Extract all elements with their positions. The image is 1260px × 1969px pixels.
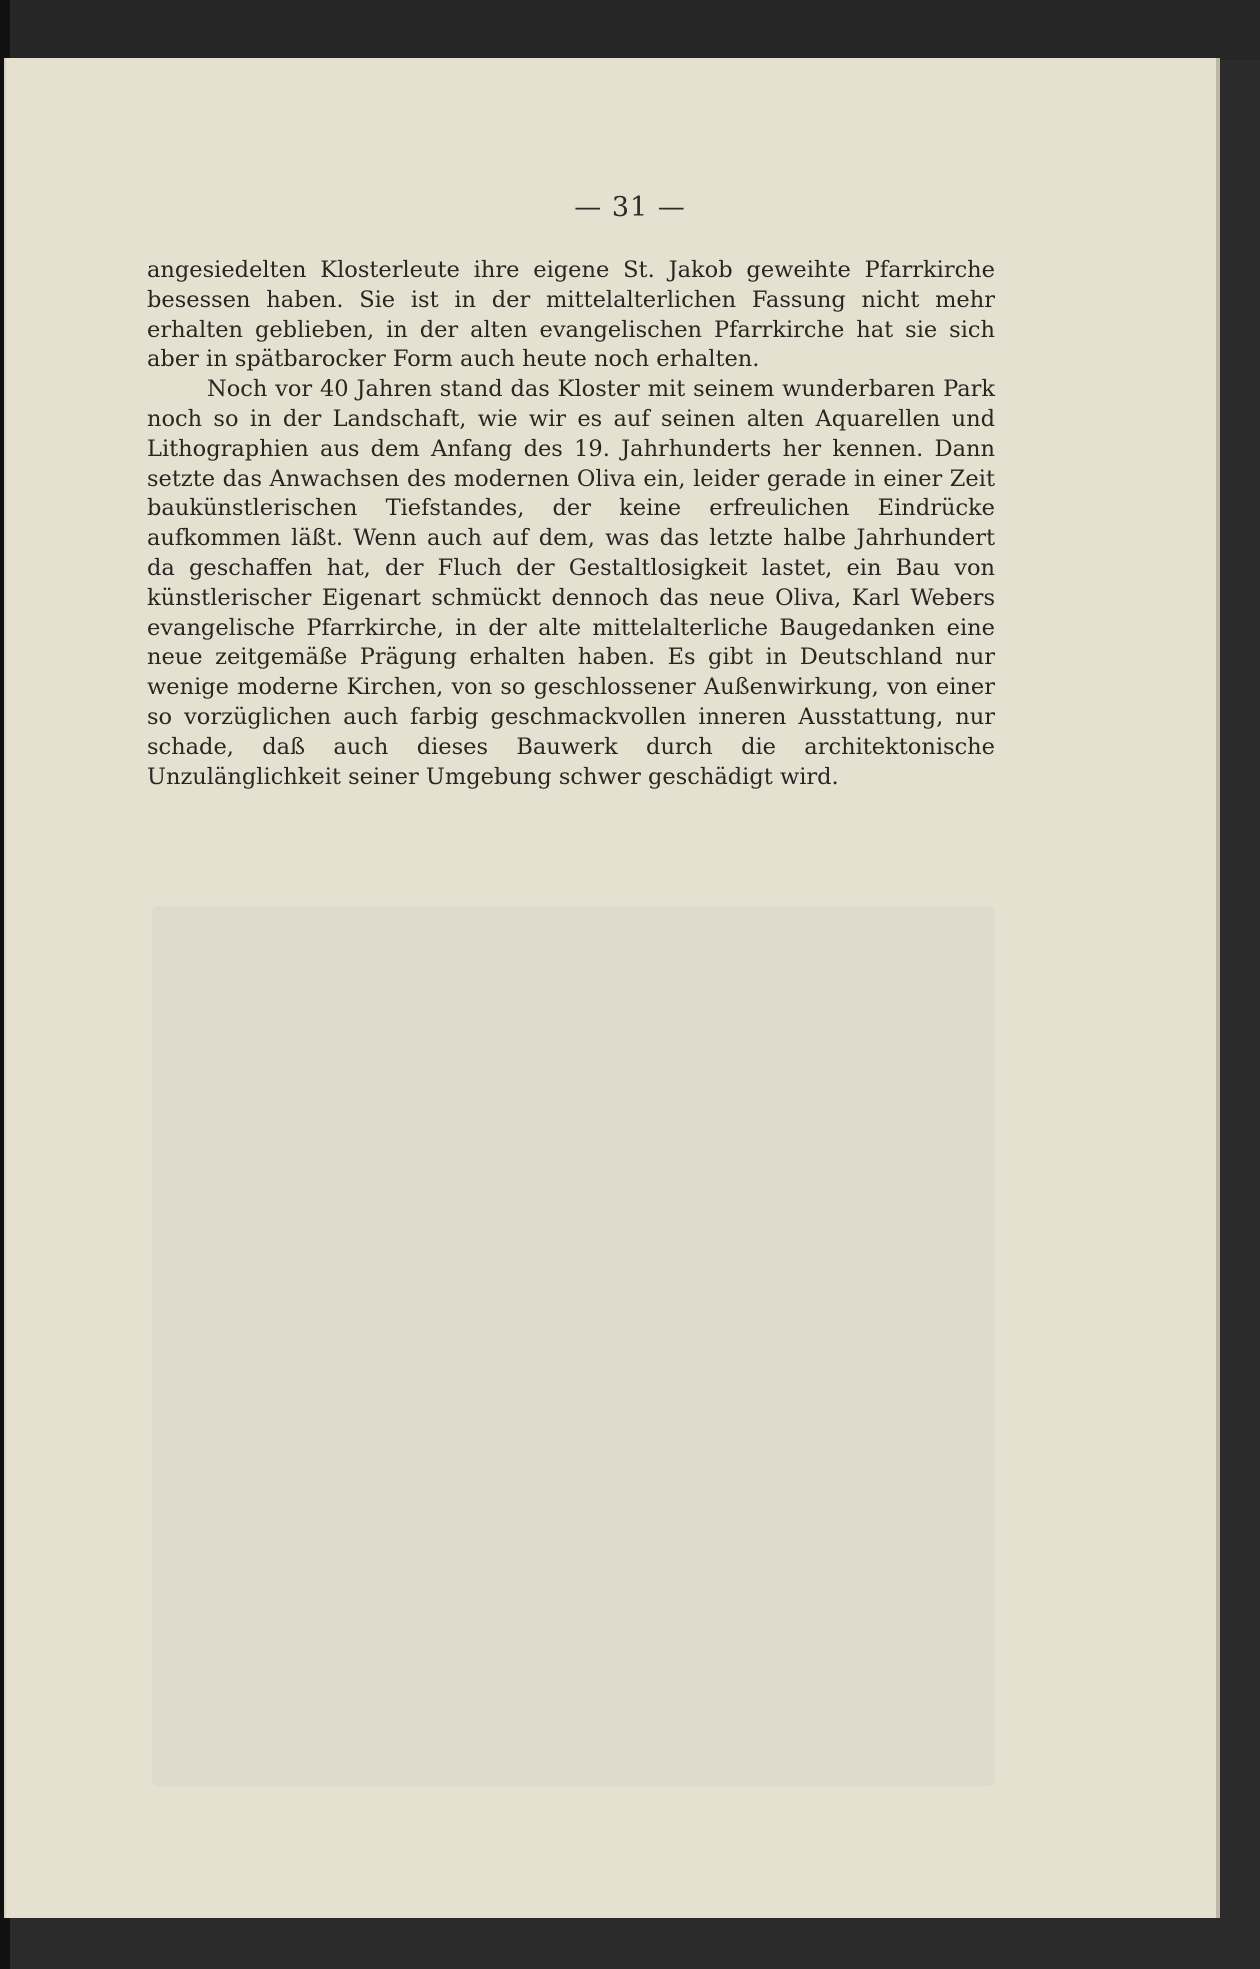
body-text (147, 256, 995, 792)
page-number: — 31 — (574, 192, 686, 223)
paragraph-continued: angesiedelten Klosterleute ihre eigene St. Jakob geweihte Pfarrkirche besessen haben. Sie ist in der mittelalterlichen Fassung nicht mehr erhalten geblieben, in der alten evangelischen Pfarrkirche hat sie sich aber in spätbarocker Form auch heute noch erhalten. (147, 257, 995, 373)
reverse-side-show-through (152, 906, 994, 1786)
page-edge (1216, 58, 1220, 1918)
scan-background-top (0, 0, 1260, 60)
paragraph: Noch vor 40 Jahren stand das Kloster mit seinem wunderbaren Park noch so in der Landschaft, wie wir es auf seinen alten Aquarellen und Lithographien aus dem Anfang des 19. Jahrhunderts her kennen. Dann setzte das Anwachsen des modernen Oliva ein, leider gerade in einer Zeit baukünstlerischen Tiefstandes, der keine erfreulichen Eindrücke aufkommen läßt. Wenn auch auf dem, was das letzte halbe Jahrhundert da geschaffen hat, der Fluch der Gestaltlosigkeit lastet, ein Bau von künstlerischer Eigenart schmückt dennoch das neue Oliva, Karl Webers evangelische Pfarrkirche, in der alte mittelalterliche Baugedanken eine neue zeitgemäße Prägung erhalten haben. Es gibt in Deutschland nur wenige moderne Kirchen, von so geschlossener Außenwirkung, von einer so vorzüglichen auch farbig geschmackvollen inneren Ausstattung, nur schade, daß auch dieses Bauwerk durch die architektonische Unzulänglichkeit seiner Umgebung schwer geschädigt wird. (147, 376, 995, 790)
